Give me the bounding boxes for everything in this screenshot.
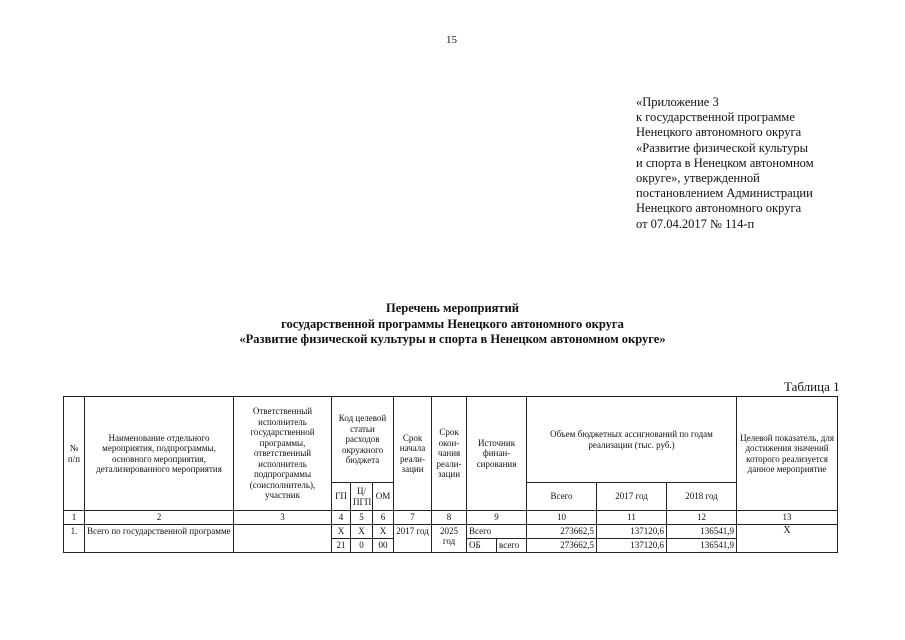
header-num: № п/п (64, 397, 85, 511)
row-code-om: Х (373, 524, 394, 538)
title-line: государственной программы Ненецкого автономного округа (281, 316, 624, 331)
column-number: 12 (667, 511, 737, 525)
column-number: 3 (234, 511, 332, 525)
row-start: 2017 год (394, 524, 432, 552)
column-number: 5 (351, 511, 373, 525)
appendix-line: от 07.04.2017 № 114-п (636, 216, 755, 231)
header-source: Источник финан- сирования (467, 397, 527, 511)
row-2017: 137120,6 (597, 538, 667, 552)
column-number: 4 (332, 511, 351, 525)
appendix-line: «Развитие физической культуры (636, 140, 808, 155)
header-code-om: ОМ (373, 483, 394, 511)
appendix-line: Ненецкого автономного округа (636, 125, 802, 140)
row-code-cpgp: 0 (351, 538, 373, 552)
header-code-group: Код целевой статьи расходов окружного бюджета (332, 397, 394, 483)
table-row (64, 524, 838, 538)
header-target: Целевой показатель, для достижения значений которого реализуется данное мероприятие (737, 397, 838, 511)
row-2017: 137120,6 (597, 524, 667, 538)
page-number: 15 (446, 34, 457, 46)
header-start: Срок начала реали- зации (394, 397, 432, 511)
header-volume-group: Объем бюджетных ассигнований по годам реализации (тыс. руб.) (527, 397, 737, 483)
column-number: 11 (597, 511, 667, 525)
column-number: 6 (373, 511, 394, 525)
table-label: Таблица 1 (784, 379, 840, 394)
column-number: 13 (737, 511, 838, 525)
title-line: Перечень мероприятий (386, 301, 519, 315)
header-end: Срок окон- чания реали- зации (432, 397, 467, 511)
column-number: 8 (432, 511, 467, 525)
column-number: 10 (527, 511, 597, 525)
row-end: 2025 год (432, 524, 467, 552)
row-source-total: Всего (467, 524, 527, 538)
header-code-cpgp: Ц/ ПГП (351, 483, 373, 511)
row-2018: 136541,9 (667, 538, 737, 552)
row-target: Х (737, 524, 838, 552)
activities-table (63, 396, 838, 553)
row-total: 273662,5 (527, 538, 597, 552)
column-number: 7 (394, 511, 432, 525)
row-source-ob: ОБ (467, 538, 497, 552)
column-number: 1 (64, 511, 85, 525)
header-2018: 2018 год (667, 483, 737, 511)
appendix-line: округе», утвержденной (636, 171, 760, 186)
row-code-om: 00 (373, 538, 394, 552)
appendix-line: к государственной программе (636, 110, 795, 125)
header-code-gp: ГП (332, 483, 351, 511)
appendix-line: и спорта в Ненецком автономном (636, 155, 814, 170)
appendix-line: постановлением Администрации (636, 186, 813, 201)
document-title (0, 301, 905, 348)
appendix-line: «Приложение 3 (636, 95, 719, 109)
row-name: Всего по государственной программе (85, 524, 234, 552)
row-code-gp: 21 (332, 538, 351, 552)
column-number: 2 (85, 511, 234, 525)
row-2018: 136541,9 (667, 524, 737, 538)
row-total: 273662,5 (527, 524, 597, 538)
title-line: «Развитие физической культуры и спорта в Ненецком автономном округе» (239, 332, 666, 347)
header-name: Наименование отдельного мероприятия, подпрограммы, основного мероприятия, детализированного мероприятия (85, 397, 234, 511)
row-source-ob-sub: всего (497, 538, 527, 552)
header-total: Всего (527, 483, 597, 511)
row-code-gp: Х (332, 524, 351, 538)
header-responsible: Ответственный исполнитель государственной программы, ответственный исполнитель подпрограммы (соисполнитель), участник (234, 397, 332, 511)
row-code-cpgp: Х (351, 524, 373, 538)
appendix-note (636, 95, 896, 232)
column-number: 9 (467, 511, 527, 525)
row-num: 1. (64, 524, 85, 552)
appendix-line: Ненецкого автономного округа (636, 201, 802, 216)
header-2017: 2017 год (597, 483, 667, 511)
row-responsible (234, 524, 332, 552)
